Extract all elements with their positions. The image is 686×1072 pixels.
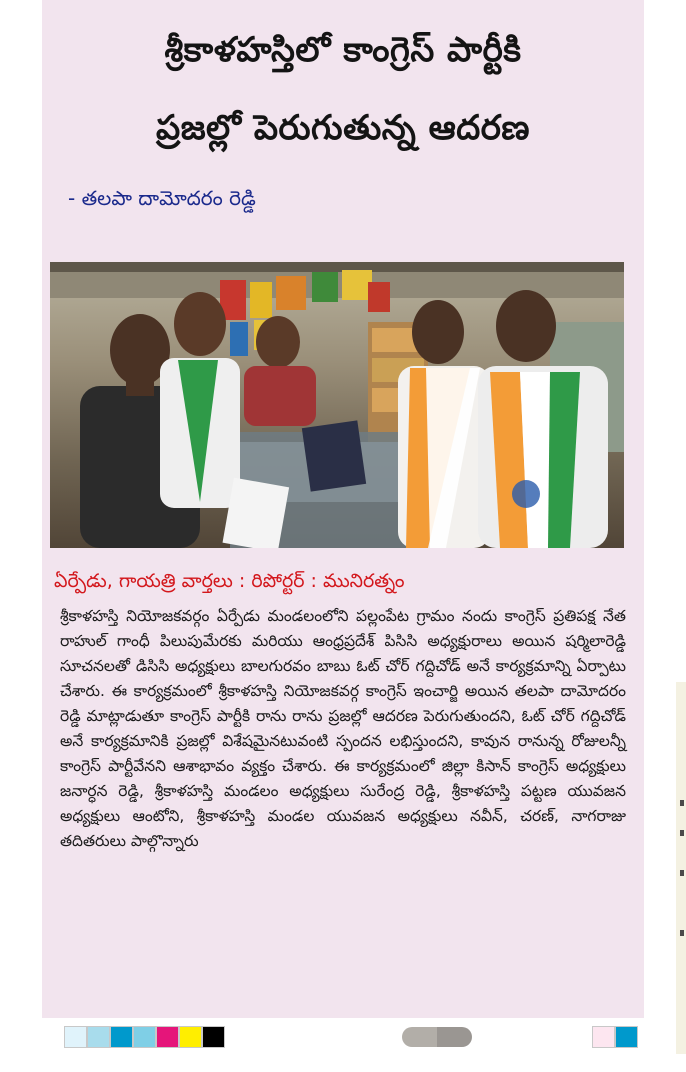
dateline: ఏర్పేడు, గాయత్రి వార్తలు : రిపోర్టర్ : మునిరత్నం [54, 570, 405, 592]
print-color-swatch [64, 1026, 87, 1048]
adjacent-page-edge [676, 682, 686, 1054]
print-color-swatch [156, 1026, 179, 1048]
print-registration-pill [402, 1027, 472, 1047]
print-color-swatch [615, 1026, 638, 1048]
print-color-swatch [133, 1026, 156, 1048]
news-photo [50, 262, 624, 548]
adjacent-page-mark [680, 870, 684, 876]
adjacent-page-mark [680, 800, 684, 806]
campaign-poster [302, 420, 366, 491]
print-color-swatch [110, 1026, 133, 1048]
print-color-bar-left [64, 1026, 225, 1048]
print-color-swatch [202, 1026, 225, 1048]
article-body: శ్రీకాళహస్తి నియోజకవర్గం ఏర్పేడు మండలంలోని పల్లంపేట గ్రామం నందు కాంగ్రెస్ ప్రతిపక్ష నేత రాహుల్ గాంధీ పిలుపుమేరకు మరియు ఆంధ్రప్రదేశ్ పిసిసి అధ్యక్షురాలు అయిన షర్మిలారెడ్డి సూచనలతో డిసిసి అధ్యక్షులు బాలగురవం బాబు ఓట్ చోర్ గద్దిచోడ్ అనే కార్యక్రమాన్ని ఏర్పాటు చేశారు. ఈ కార్యక్రమంలో శ్రీకాళహస్తి నియోజకవర్గ కాంగ్రెస్ ఇంచార్జి అయిన తలపా దామోదరం రెడ్డి మాట్లాడుతూ కాంగ్రెస్ పార్టీకి రాను రాను ప్రజల్లో ఆదరణ పెరుగుతుందని, ఓట్ చోర్ గద్దిచోడ్ అనే కార్యక్రమానికి ప్రజల్లో విశేషమైనటువంటి స్పందన లభిస్తుందని, కావున రానున్న రోజులన్నీ కాంగ్రెస్ పార్టీవేనని ఆశాభావం వ్యక్తం చేశారు. ఈ కార్యక్రమంలో జిల్లా కిసాన్ కాంగ్రెస్ అధ్యక్షులు జనార్ధన రెడ్డి, శ్రీకాళహస్తి మండలం అధ్యక్షులు సురేంద్ర రెడ్డి, శ్రీకాళహస్తి పట్టణ యువజన అధ్యక్షులు ఆంటోని, శ్రీకాళహస్తి మండల యువజన అధ్యక్షులు నవీన్, చరణ్, నాగరాజు తదితరులు పాల్గొన్నారు [60, 607, 626, 850]
print-color-swatch [592, 1026, 615, 1048]
news-photo-illustration [50, 262, 624, 548]
byline: - తలపా దామోదరం రెడ్డి [68, 186, 256, 210]
person-second [160, 292, 240, 508]
adjacent-page-mark [680, 930, 684, 936]
print-color-swatch [87, 1026, 110, 1048]
adjacent-page-mark [680, 830, 684, 836]
headline-line-1: శ్రీకాళహస్తిలో కాంగ్రెస్ పార్టీకి [164, 30, 522, 70]
print-color-bar-right [592, 1026, 638, 1048]
headline-line-2: ప్రజల్లో పెరుగుతున్న ఆదరణ [156, 108, 530, 148]
article-panel [42, 0, 644, 1018]
print-color-swatch [179, 1026, 202, 1048]
hanging-snacks [220, 270, 390, 356]
